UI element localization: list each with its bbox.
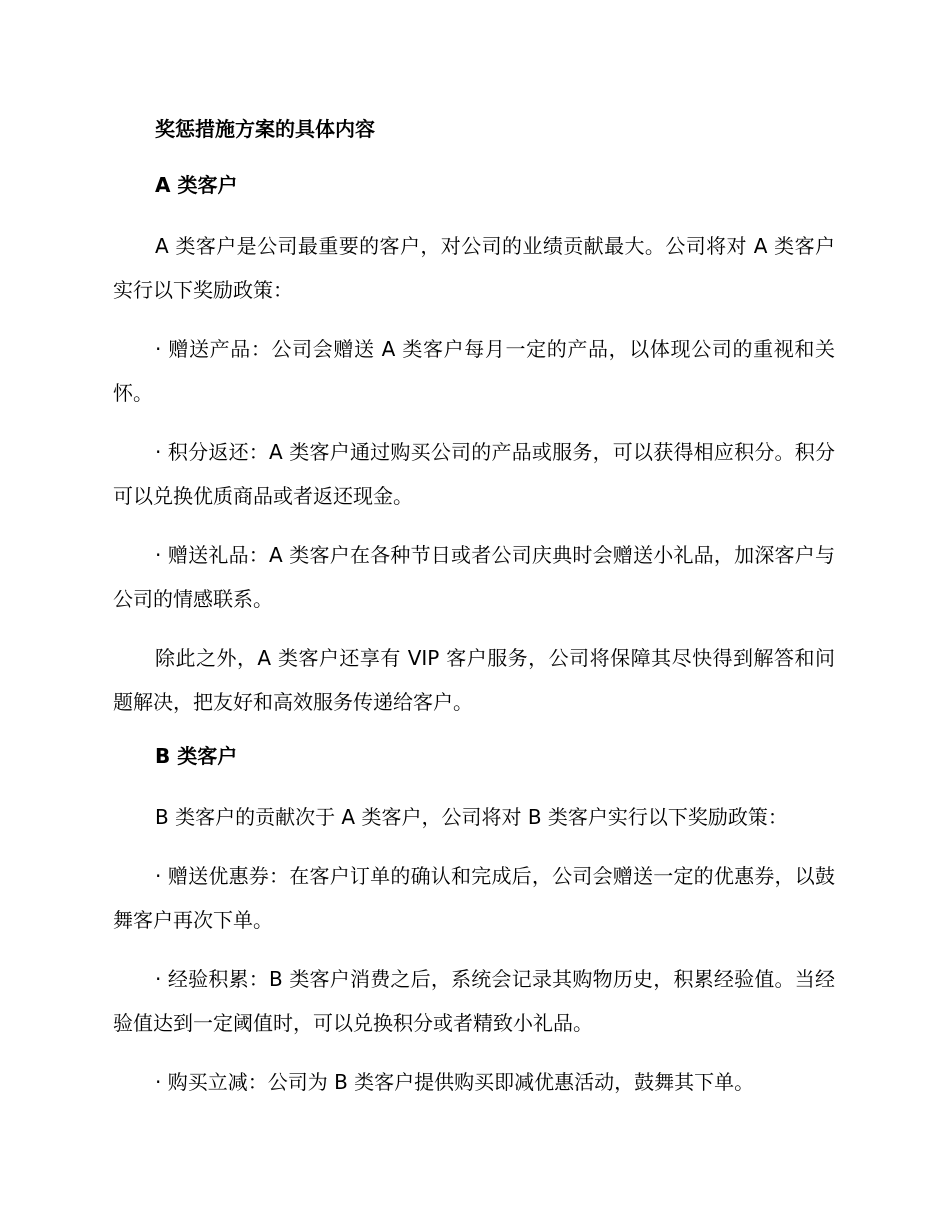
document-body — [113, 112, 835, 1119]
section-b-intro: B 类客户的贡献次于 A 类客户，公司将对 B 类客户实行以下奖励政策： — [155, 805, 788, 829]
section-a-heading: A 类客户 — [155, 173, 238, 197]
section-b-item-experience: · 经验积累：B 类客户消费之后，系统会记录其购物历史，积累经验值。当经验值达到一定阈值时，可以兑换积分或者精致小礼品。 — [113, 967, 835, 1035]
document-title: 奖惩措施方案的具体内容 — [155, 117, 375, 141]
section-a-item-points-return: · 积分返还：A 类客户通过购买公司的产品或服务，可以获得相应积分。积分可以兑换优质商品或者返还现金。 — [113, 440, 835, 508]
section-b-heading: B 类客户 — [155, 744, 238, 768]
section-b-item-coupons: · 赠送优惠券：在客户订单的确认和完成后，公司会赠送一定的优惠券，以鼓舞客户再次下单。 — [113, 864, 835, 932]
section-a-closing: 除此之外，A 类客户还享有 VIP 客户服务，公司将保障其尽快得到解答和问题解决，把友好和高效服务传递给客户。 — [113, 646, 835, 714]
section-a-intro: A 类客户是公司最重要的客户，对公司的业绩贡献最大。公司将对 A 类客户实行以下奖励政策： — [113, 234, 835, 302]
section-b-item-purchase-discount: · 购买立减：公司为 B 类客户提供购买即减优惠活动，鼓舞其下单。 — [155, 1070, 755, 1094]
section-a-item-gifts: · 赠送礼品：A 类客户在各种节日或者公司庆典时会赠送小礼品，加深客户与公司的情感联系。 — [113, 543, 835, 611]
section-a-item-gift-products: · 赠送产品：公司会赠送 A 类客户每月一定的产品，以体现公司的重视和关怀。 — [113, 337, 835, 405]
